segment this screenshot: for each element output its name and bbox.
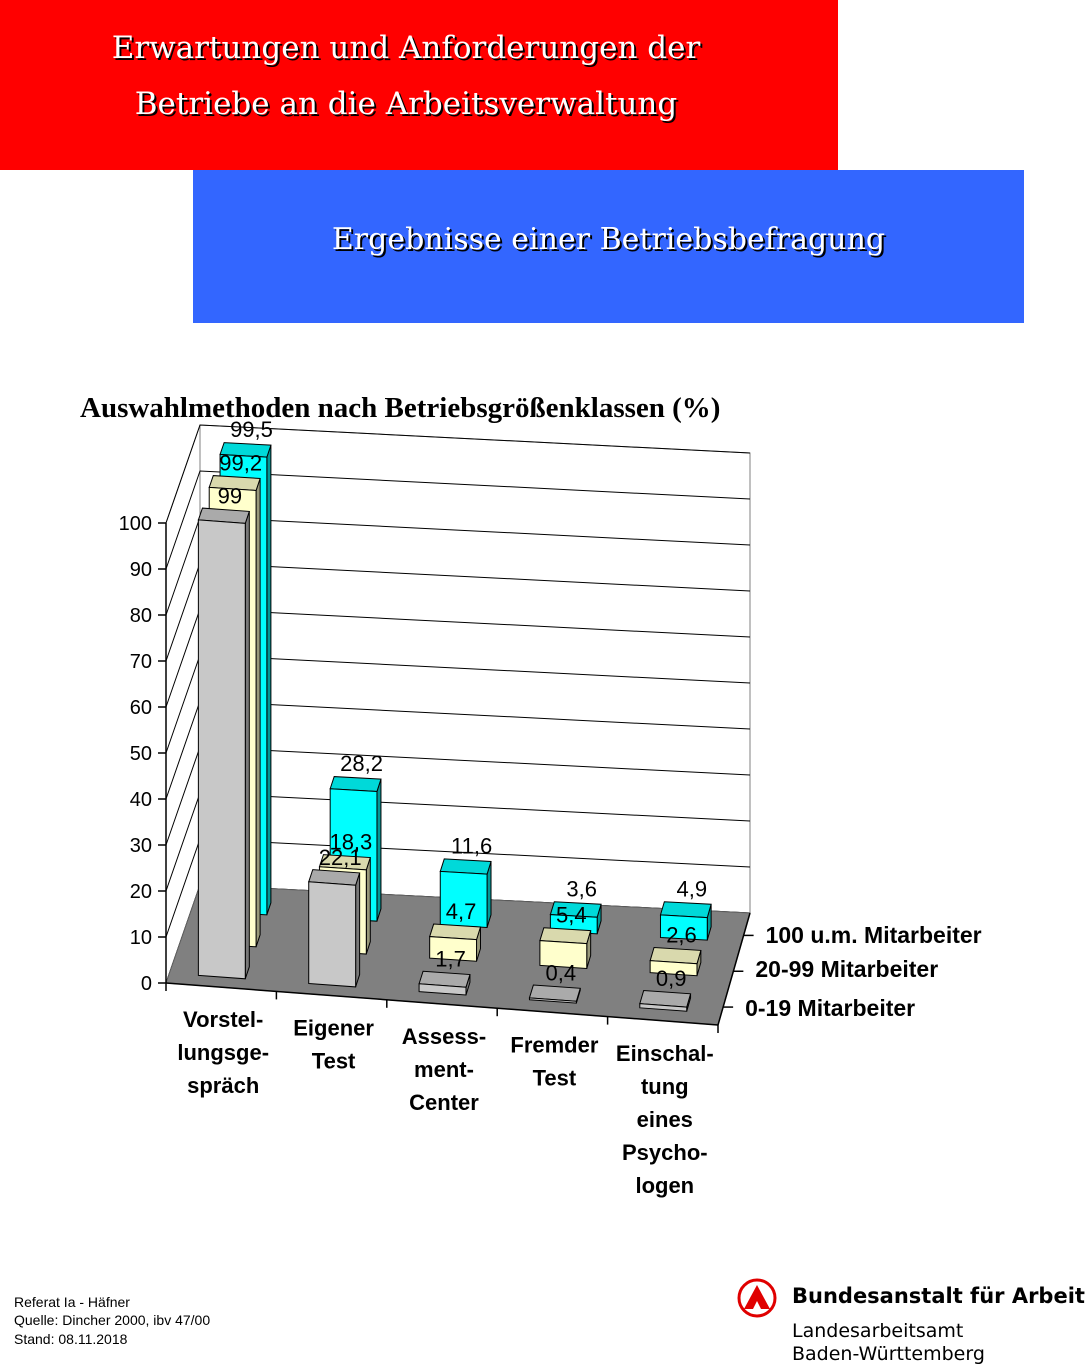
- bar: [198, 520, 245, 979]
- data-label: 4,9: [676, 876, 708, 902]
- y-tick-label: 80: [129, 605, 152, 627]
- data-label: 0,9: [655, 965, 687, 991]
- series-label: 20-99 Mitarbeiter: [755, 956, 939, 982]
- data-label: 2,6: [666, 922, 697, 948]
- data-label: 99: [217, 483, 243, 509]
- org-subunit-1: Landesarbeitsamt: [792, 1320, 964, 1342]
- footer-date: Stand: 08.11.2018: [14, 1331, 128, 1347]
- bar-1-0-side: [256, 478, 260, 946]
- org-subunit-2: Baden-Württemberg: [792, 1343, 985, 1365]
- series-label: 0-19 Mitarbeiter: [745, 995, 916, 1021]
- x-tick-label: Test: [311, 1048, 356, 1074]
- footer-author: Referat Ia - Häfner: [14, 1294, 130, 1310]
- x-tick-label: Psycho-: [622, 1139, 708, 1165]
- x-tick-label: Assess-: [401, 1024, 487, 1049]
- y-tick-label: 30: [129, 835, 152, 857]
- x-tick-label: spräch: [187, 1073, 260, 1099]
- data-label: 99,5: [230, 417, 273, 443]
- page-subtitle: Ergebnisse einer Betriebsbefragung: [331, 222, 886, 257]
- x-tick-label: Einschal-: [615, 1040, 714, 1066]
- y-tick-label: 70: [129, 651, 152, 673]
- y-tick-label: 10: [129, 927, 152, 949]
- chart-title: Auswahlmethoden nach Betriebsgrößenklassen (%): [80, 392, 721, 424]
- data-label: 3,6: [566, 876, 598, 902]
- page-title-line2: Betriebe an die Arbeitsverwaltung: [134, 86, 678, 122]
- y-tick-label: 90: [129, 559, 152, 581]
- x-tick-label: Eigener: [293, 1015, 374, 1041]
- bar-0-1-side: [356, 873, 360, 987]
- footer-source: Quelle: Dincher 2000, ibv 47/00: [14, 1312, 211, 1328]
- series-label: 100 u.m. Mitarbeiter: [765, 922, 982, 948]
- y-tick-label: 60: [129, 697, 152, 719]
- x-tick-label: Vorstel-: [183, 1007, 264, 1033]
- data-label: 18,3: [329, 829, 373, 855]
- y-tick-label: 0: [140, 973, 152, 995]
- arrow-triangle-logo-icon: [737, 1278, 777, 1318]
- bar-0-0-side: [245, 511, 249, 978]
- data-label: 99,2: [219, 450, 263, 476]
- bar: [309, 882, 356, 987]
- x-tick-label: ment-: [414, 1057, 474, 1082]
- data-label: 11,6: [451, 833, 493, 859]
- x-tick-label: Test: [532, 1065, 577, 1091]
- x-tick-label: Center: [409, 1090, 479, 1115]
- y-tick-label: 40: [129, 789, 152, 811]
- data-label: 4,7: [445, 898, 477, 924]
- bar-2-1-side: [377, 779, 381, 921]
- y-tick-label: 50: [129, 743, 152, 765]
- x-tick-label: logen: [635, 1172, 695, 1198]
- y-tick-label: 100: [118, 513, 152, 535]
- page-title-line1: Erwartungen und Anforderungen der: [111, 30, 701, 66]
- data-label: 1,7: [435, 946, 466, 972]
- bar-1-1-side: [366, 858, 370, 955]
- y-tick-label: 20: [129, 881, 152, 903]
- data-label: 5,4: [555, 902, 587, 928]
- bar-2-0-side: [267, 445, 271, 915]
- x-tick-label: tung: [640, 1073, 689, 1099]
- x-tick-label: Fremder: [510, 1032, 599, 1058]
- x-tick-label: lungsge-: [177, 1040, 270, 1066]
- org-name: Bundesanstalt für Arbeit: [792, 1284, 1085, 1308]
- data-label: 28,2: [340, 751, 383, 777]
- data-label: 22,1: [318, 844, 362, 870]
- x-tick-label: eines: [636, 1106, 693, 1132]
- data-label: 0,4: [545, 960, 577, 986]
